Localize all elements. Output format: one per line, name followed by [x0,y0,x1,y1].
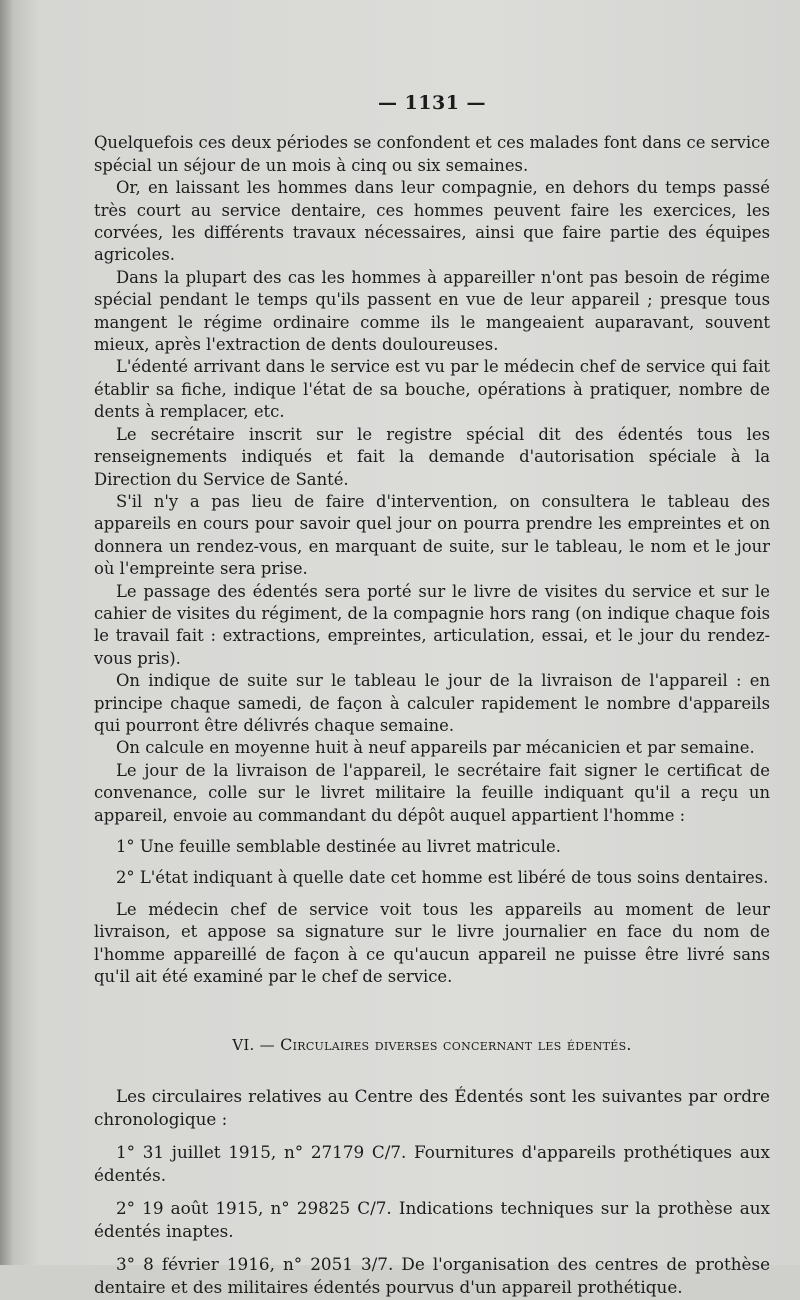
paragraph: Le secrétaire inscrit sur le registre spécial dit des édentés tous les renseignements indiqués et fait la demande d'autorisation spéciale à la Direction du Service de Santé. [94,424,770,489]
paragraph: Quelquefois ces deux périodes se confondent et ces malades font dans ce service spécial un séjour de un mois à cinq ou six semaines. [94,133,770,175]
book-spine-shadow [0,0,14,1265]
section-title: Circulaires diverses concernant les édentés. [280,1035,632,1055]
paragraph: On indique de suite sur le tableau le jour de la livraison de l'appareil : en principe chaque samedi, de façon à calculer rapidement le nombre d'appareils qui pourront être délivrés chaque semaine. [94,671,770,735]
section-heading [94,1034,770,1056]
paragraph: Le passage des édentés sera porté sur le livre de visites du service et sur le cahier de visites du régiment, de la compagnie hors rang (on indique chaque fois le travail fait : extractions, empreintes, articulation, essai, et le jour du rendez-vous pris). [94,581,770,668]
paragraph: On calcule en moyenne huit à neuf appareils par mécanicien et par semaine. [116,738,755,758]
page-number: — 1131 — [377,92,487,114]
paragraph: L'édenté arrivant dans le service est vu par le médecin chef de service qui fait établir sa fiche, indique l'état de sa bouche, opérations à pratiquer, nombre de dents à remplacer, etc. [94,357,770,422]
list-item: 1° 31 juillet 1915, n° 27179 C/7. Fournitures d'appareils prothétiques aux édentés. [94,1141,770,1186]
section-number: VI. — [232,1036,275,1055]
page-content [94,92,770,1300]
list-item: 2° 19 août 1915, n° 29825 C/7. Indications techniques sur la prothèse aux édentés inaptes. [94,1197,770,1242]
list-item: 3° 8 février 1916, n° 2051 3/7. De l'organisation des centres de prothèse dentaire et des militaires édentés pourvus d'un appareil prothétique. [94,1253,770,1298]
paragraph: Les circulaires relatives au Centre des Édentés sont les suivantes par ordre chronologique : [94,1085,770,1130]
paragraph: Le jour de la livraison de l'appareil, le secrétaire fait signer le certificat de convenance, colle sur le livret militaire la feuille indiquant qu'il a reçu un appareil, envoie au commandant du dépôt auquel appartient l'homme : [94,760,770,825]
list-item: 2° L'état indiquant à quelle date cet homme est libéré de tous soins dentaires. [116,868,769,888]
paragraph: Or, en laissant les hommes dans leur compagnie, en dehors du temps passé très court au service dentaire, ces hommes peuvent faire les exercices, les corvées, les différents travaux nécessaires, ainsi que faire partie des équipes agricoles. [94,178,770,265]
list-item: 1° Une feuille semblable destinée au livret matricule. [116,837,561,856]
paragraph: Dans la plupart des cas les hommes à appareiller n'ont pas besoin de régime spécial pendant le temps qu'ils passent en vue de leur appareil ; presque tous mangent le régime ordinaire comme ils le mangeaient auparavant, souvent mieux, après l'extraction de dents douloureuses. [94,267,770,355]
paragraph: Le médecin chef de service voit tous les appareils au moment de leur livraison, et appose sa signature sur le livre journalier en face du nom de l'homme appareillé de façon à ce qu'aucun appareil ne puisse être livré sans qu'il ait été examiné par le chef de service. [94,899,770,987]
paragraph: S'il n'y a pas lieu de faire d'intervention, on consultera le tableau des appareils en cours pour savoir quel jour on pourra prendre les empreintes et on donnera un rendez-vous, en marquant de suite, sur le tableau, le nom et le jour où l'empreinte sera prise. [94,491,770,579]
